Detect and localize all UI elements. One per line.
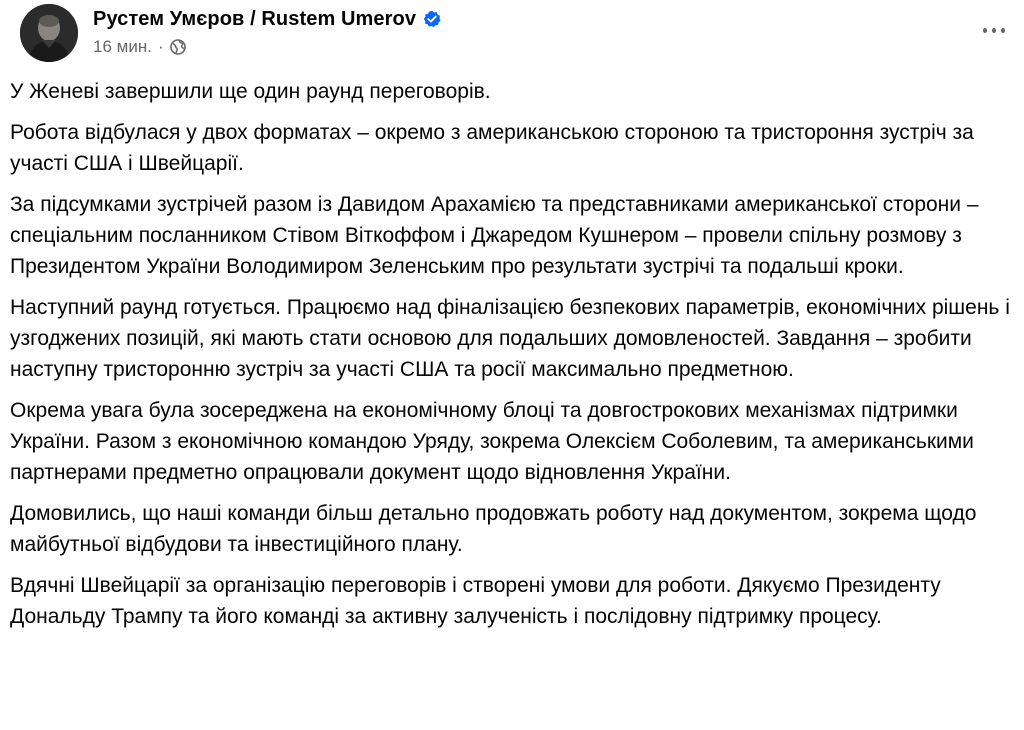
more-dot <box>992 28 996 33</box>
post-paragraph: За підсумками зустрічей разом із Давидом Арахамією та представниками американської сторони – спеціальним посланником Стівом Віткоффом і Джаредом Кушнером – провели спільну розмову з Президентом України Володимиром Зеленським про результати зустрічі та подальші кроки. <box>10 193 979 278</box>
more-options-icon[interactable] <box>980 16 1008 44</box>
post-paragraph: Вдячні Швейцарії за організацію переговорів і створені умови для роботи. Дякуємо Президенту Дональду Трампу та його команді за активну залученість і послідовну підтримку процесу. <box>10 574 941 628</box>
post-paragraph: У Женеві завершили ще один раунд переговорів. <box>10 80 491 103</box>
post-paragraph: Домовились, що наші команди більш детально продовжать роботу над документом, зокрема щодо майбутньої відбудови та інвестиційного плану. <box>10 502 977 556</box>
author-line <box>93 5 441 33</box>
verified-badge-icon <box>423 10 441 28</box>
post-header <box>10 0 1024 75</box>
more-dot <box>1001 28 1005 33</box>
post-paragraph: Робота відбулася у двох форматах – окремо з американською стороною та тристороння зустріч за участі США і Швейцарії. <box>10 121 974 175</box>
meta-separator: · <box>157 37 164 56</box>
author-name[interactable]: Рустем Умєров / Rustem Umerov <box>93 7 417 30</box>
globe-icon[interactable] <box>170 39 186 55</box>
avatar[interactable] <box>20 4 78 62</box>
more-dot <box>983 28 987 33</box>
post-timestamp[interactable]: 16 мин. <box>93 37 152 56</box>
post-meta <box>93 35 186 59</box>
post-body <box>10 76 1018 642</box>
avatar-photo <box>20 4 78 62</box>
post-paragraph: Наступний раунд готується. Працюємо над фіналізацією безпекових параметрів, економічних рішень і узгоджених позицій, які мають стати основою для подальших домовленостей. Завдання – зробити наступну тристоронню зустріч за участі США та росії максимально предметною. <box>10 296 1010 381</box>
post-paragraph: Окрема увага була зосереджена на економічному блоці та довгострокових механізмах підтримки України. Разом з економічною командою Уряду, зокрема Олексієм Соболевим, та американськими партнерами предметно опрацювали документ щодо відновлення України. <box>10 399 974 484</box>
